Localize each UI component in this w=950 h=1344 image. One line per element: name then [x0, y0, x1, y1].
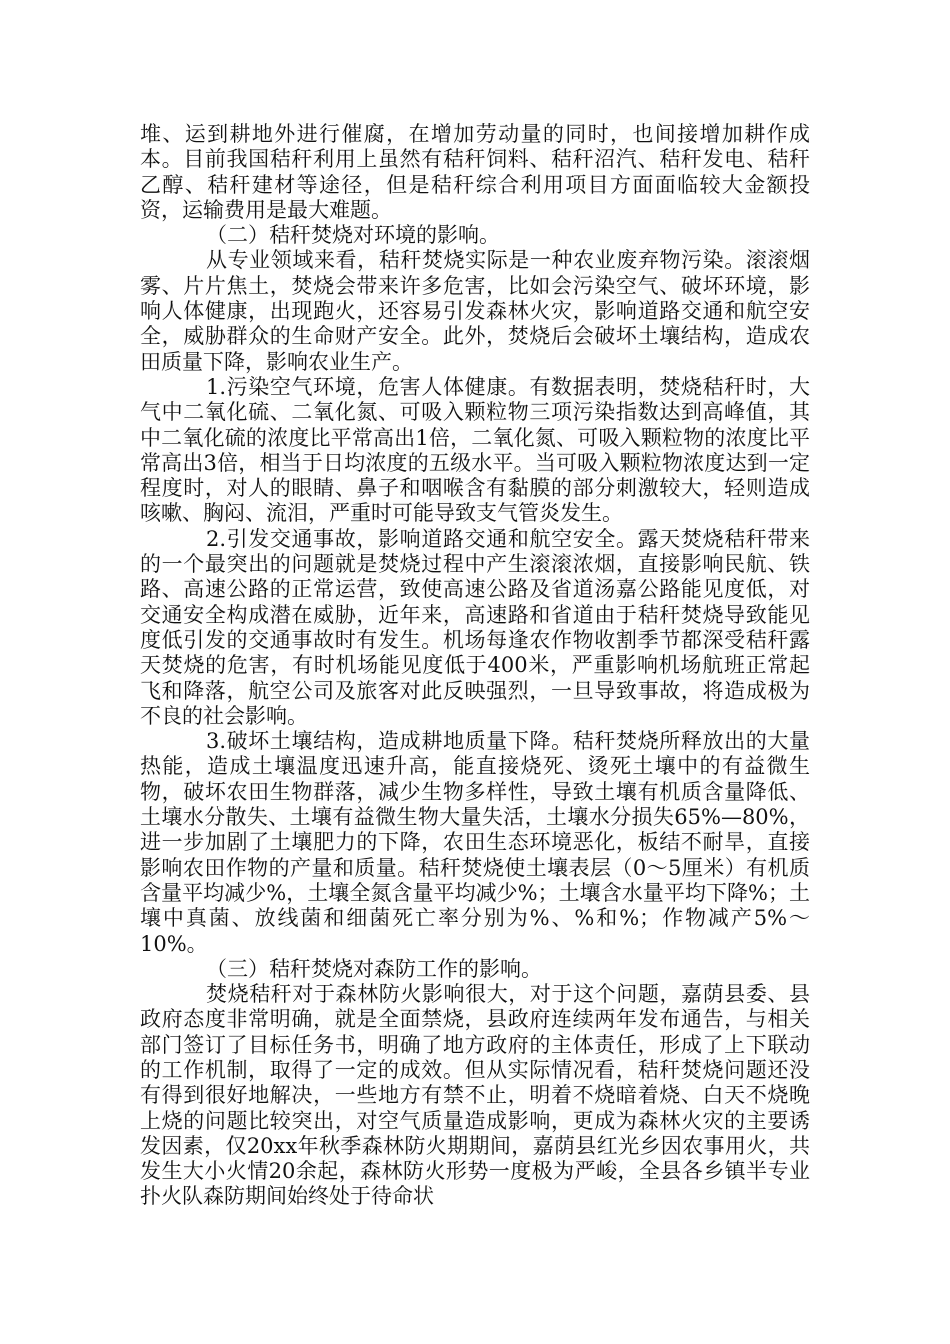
- paragraph-item-3: 3.破坏土壤结构，造成耕地质量下降。秸秆焚烧所释放出的大量热能，造成土壤温度迅速升高，能直接烧死、烫死土壤中的有益微生物，破坏农田生物群落，减少生物多样性，导致土壤有机质含量降低、土壤水分散失、土壤有益微生物大量失活，土壤水分损失65%—80%，进一步加剧了土壤肥力的下降，农田生态环境恶化，板结不耐旱，直接影响农田作物的产量和质量。秸秆焚烧使土壤表层（0～5厘米）有机质含量平均减少%，土壤全氮含量平均减少%；土壤含水量平均下降%；土壤中真菌、放线菌和细菌死亡率分别为%、%和%；作物减产5%～10%。: [140, 729, 810, 956]
- paragraph-item-2: 2.引发交通事故，影响道路交通和航空安全。露天焚烧秸秆带来的一个最突出的问题就是焚烧过程中产生滚滚浓烟，直接影响民航、铁路、高速公路的正常运营，致使高速公路及省道汤嘉公路能见度低，对交通安全构成潜在威胁，近年来，高速路和省道由于秸秆焚烧导致能见度低引发的交通事故时有发生。机场每逢农作物收割季节都深受秸秆露天焚烧的危害，有时机场能见度低于400米，严重影响机场航班正常起飞和降落，航空公司及旅客对此反映强烈，一旦导致事故，将造成极为不良的社会影响。: [140, 526, 810, 728]
- paragraph: 焚烧秸秆对于森林防火影响很大，对于这个问题，嘉荫县委、县政府态度非常明确，就是全面禁烧，县政府连续两年发布通告，与相关部门签订了目标任务书，明确了地方政府的主体责任，形成了上下联动的工作机制，取得了一定的成效。但从实际情况看，秸秆焚烧问题还没有得到很好地解决，一些地方有禁不止，明着不烧暗着烧、白天不烧晚上烧的问题比较突出，对空气质量造成影响，更成为森林火灾的主要诱发因素，仅20xx年秋季森林防火期期间，嘉荫县红光乡因农事用火，共发生大小火情20余起，森林防火形势一度极为严峻，全县各乡镇半专业扑火队森防期间始终处于待命状: [140, 982, 810, 1209]
- section-heading-3: （三）秸秆焚烧对森防工作的影响。: [206, 956, 542, 981]
- section-heading-2: （二）秸秆焚烧对环境的影响。: [206, 223, 500, 248]
- document-body: [140, 122, 810, 1210]
- paragraph-continued: 堆、运到耕地外进行催腐，在增加劳动量的同时，也间接增加耕作成本。目前我国秸秆利用上虽然有秸秆饲料、秸秆沼汽、秸秆发电、秸秆乙醇、秸秆建材等途径，但是秸秆综合利用项目方面面临较大金额投资，运输费用是最大难题。: [140, 122, 810, 222]
- paragraph-item-1: 1.污染空气环境，危害人体健康。有数据表明，焚烧秸秆时，大气中二氧化硫、二氧化氮、可吸入颗粒物三项污染指数达到高峰值，其中二氧化硫的浓度比平常高出1倍，二氧化氮、可吸入颗粒物的浓度比平常高出3倍，相当于日均浓度的五级水平。当可吸入颗粒物浓度达到一定程度时，对人的眼睛、鼻子和咽喉含有黏膜的部分刺激较大，轻则造成咳嗽、胸闷、流泪，严重时可能导致支气管炎发生。: [140, 374, 810, 526]
- paragraph: 从专业领域来看，秸秆焚烧实际是一种农业废弃物污染。滚滚烟雾、片片焦土，焚烧会带来许多危害，比如会污染空气、破坏环境，影响人体健康，出现跑火，还容易引发森林火灾，影响道路交通和航空安全，威胁群众的生命财产安全。此外，焚烧后会破坏土壤结构，造成农田质量下降，影响农业生产。: [140, 248, 810, 374]
